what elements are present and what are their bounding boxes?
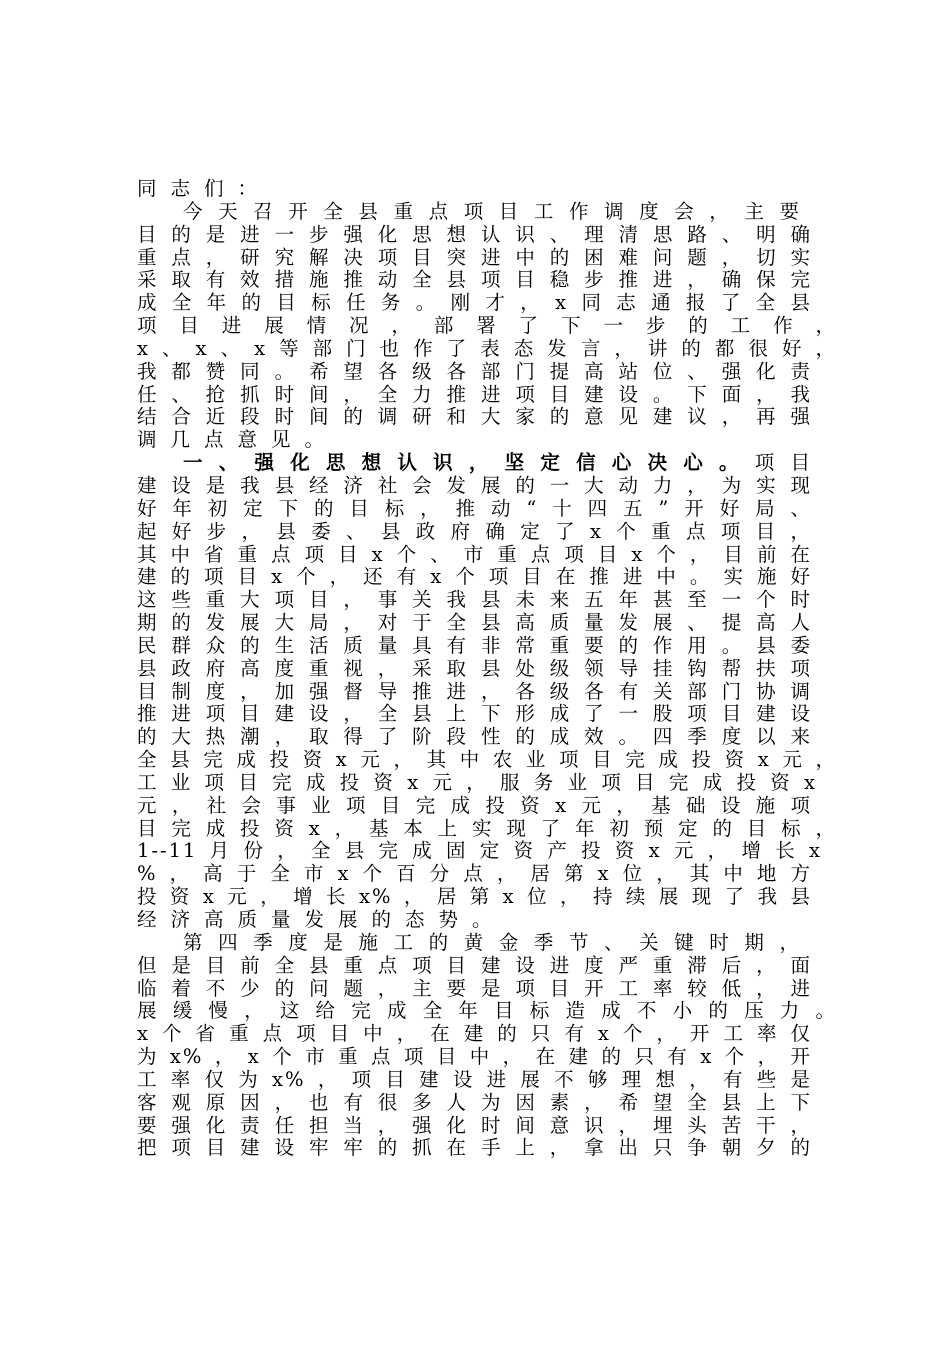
body-line: 民群众的生活质量具有非常重要的作用。县委 xyxy=(137,633,812,657)
section-heading-line xyxy=(137,452,812,475)
body-line: 这些重大项目，事关我县未来五年甚至一个时 xyxy=(137,588,812,612)
section-heading: 一、强化思想认识，坚定信心决心。 xyxy=(183,451,755,475)
body-line: 1--11月份，全县完成固定资产投资x元，增长x xyxy=(137,839,822,863)
body-line: 把项目建设牢牢的抓在手上，拿出只争朝夕的 xyxy=(137,1136,812,1160)
body-line: 目完成投资x，基本上实现了年初预定的目标， xyxy=(137,816,837,840)
body-line: 临着不少的问题，主要是项目开工率较低，进 xyxy=(137,976,812,1000)
body-line: 全县完成投资x元，其中农业项目完成投资x元， xyxy=(137,748,837,772)
body-line: 今天召开全县重点项目工作调度会，主要 xyxy=(183,199,801,223)
body-line: 投资x元，增长x%，居第x位，持续展现了我县 xyxy=(137,885,812,909)
body-line: 重点，研究解决项目突进中的困难问题，切实 xyxy=(137,245,812,269)
body-line: %，高于全市x个百分点，居第x位，其中地方 xyxy=(137,862,812,886)
body-line: 采取有效措施推动全县项目稳步推进，确保完 xyxy=(137,268,812,292)
body-line: 县政府高度重视，采取县处级领导挂钩帮扶项 xyxy=(137,656,812,680)
body-line: 经济高质量发展的态势。 xyxy=(137,908,506,931)
body-line: 展缓慢，这给完成全年目标造成不小的压力。 xyxy=(137,999,837,1023)
body-line: 我都赞同。希望各级各部门提高站位、强化责 xyxy=(137,359,812,383)
body-line: 元，社会事业项目完成投资x元，基础设施项 xyxy=(137,793,812,817)
heading-continuation: 项目 xyxy=(754,451,812,475)
body-line: 期的发展大局，对于全县高质量发展、提高人 xyxy=(137,611,812,635)
body-line: 客观原因，也有很多人为因素，希望全县上下 xyxy=(137,1090,812,1114)
body-line: 好年初定下的目标，推动“十四五”开好局、 xyxy=(137,496,812,520)
body-line: 建设是我县经济社会发展的一大动力，为实现 xyxy=(137,473,812,497)
body-line: 目制度，加强督导推进，各级各有关部门协调 xyxy=(137,679,812,703)
body-line: 工率仅为x%，项目建设进展不够理想，有些是 xyxy=(137,1067,812,1091)
body-line: 第四季度是施工的黄金季节、关键时期， xyxy=(183,930,801,954)
body-line: 任、抢抓时间，全力推进项目建设。下面，我 xyxy=(137,382,812,406)
body-line: 建的项目x个，还有x个项目在推进中。实施好 xyxy=(137,565,812,589)
body-line: 成全年的目标任务。刚才，x同志通报了全县 xyxy=(137,291,812,315)
greeting: 同志们： xyxy=(137,177,272,200)
body-line: 其中省重点项目x个、市重点项目x个，目前在 xyxy=(137,542,812,566)
body-line: 结合近段时间的调研和大家的意见建议，再强 xyxy=(137,405,812,429)
body-line: 但是目前全县重点项目建设进度严重滞后，面 xyxy=(137,953,812,977)
body-line: 调几点意见。 xyxy=(137,428,339,452)
body-line: 项目进展情况，部署了下一步的工作， xyxy=(137,314,837,338)
body-line: 要强化责任担当，强化时间意识，埋头苦干， xyxy=(137,1113,812,1137)
body-line: x个省重点项目中，在建的只有x个，开工率仅 xyxy=(137,1022,812,1046)
body-line: 推进项目建设，全县上下形成了一股项目建设 xyxy=(137,702,812,726)
document-body xyxy=(137,178,837,1160)
body-line: 目的是进一步强化思想认识、理清思路、明确 xyxy=(137,222,812,246)
body-line: 工业项目完成投资x元，服务业项目完成投资x xyxy=(137,770,817,794)
body-line: 的大热潮，取得了阶段性的成效。四季度以来 xyxy=(137,725,812,749)
body-line: 起好步，县委、县政府确定了x个重点项目， xyxy=(137,519,812,543)
body-line: x、x、x等部门也作了表态发言，讲的都很好， xyxy=(137,336,837,360)
body-line: 为x%，x个市重点项目中，在建的只有x个，开 xyxy=(137,1045,812,1069)
